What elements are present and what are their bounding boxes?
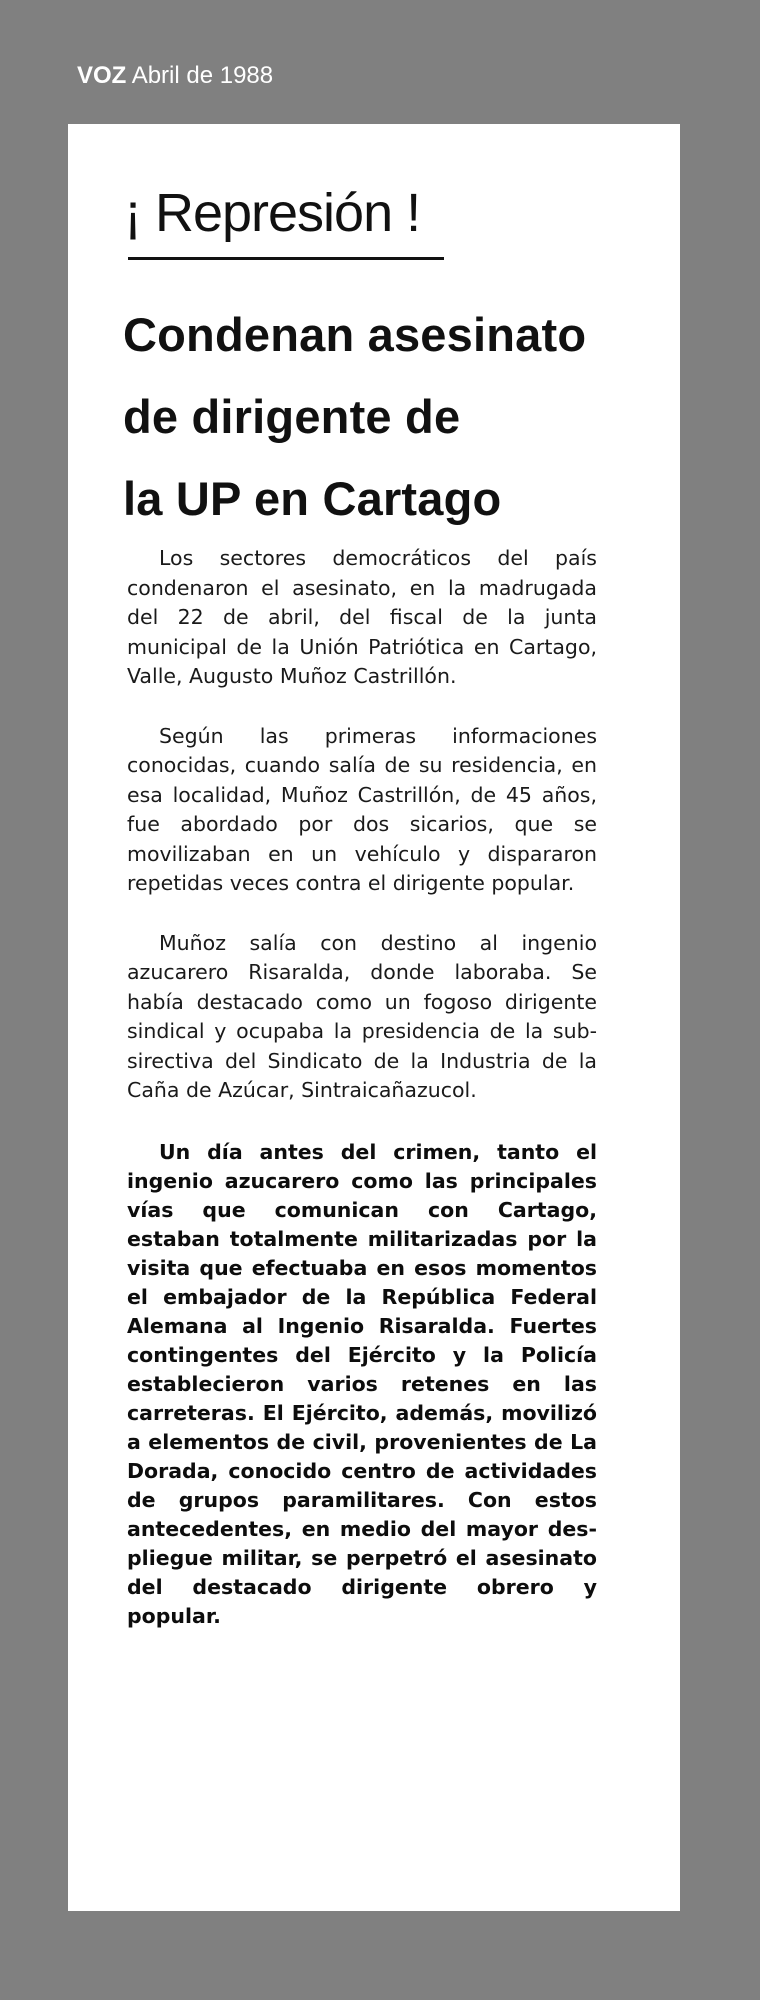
kicker-underline [128,257,444,260]
source-line [77,62,273,90]
headline-line: la UP en Cartago [123,472,502,525]
article-paragraph: Los sectores democráticos del país condenaron el asesinato, en la madrugada del 22 de abril, del fiscal de la junta municipal de la Unión Patriótica en Cartago, Valle, Augusto Muñoz Castrillón. [127,546,597,688]
headline-line: Condenan asesinato [123,308,587,361]
publication-name: VOZ [77,62,127,89]
article-body [127,544,597,1661]
article-paragraph: Muñoz salía con destino al ingenio azucarero Risaralda, donde laboraba. Se había destacado como un fogoso dirigente sindical y ocupaba la presidencia de la subsirectiva del Sindicato de la Industria de la Caña de Azúcar, Sintraicañazucol. [127,930,597,1102]
article-kicker: ¡ Represión ! [124,183,421,243]
headline-line: de dirigente de [123,390,461,443]
newspaper-clipping [68,124,680,1911]
publication-date: Abril de 1988 [131,62,274,89]
article-paragraph: Según las primeras informaciones conocidas, cuando salía de su residencia, en esa localidad, Muñoz Castrillón, de 45 años, fue abordado por dos sicarios, que se movilizaban en un vehículo y dispararon repetidas veces contra el dirigente popular. [127,723,597,895]
article-headline [123,294,663,540]
article-paragraph: Un día antes del crimen, tanto el ingenio azucarero como las principales vías que comunican con Cartago, estaban totalmente militarizadas por la visita que efectuaba en esos momentos el embajador de la República Federal Alemana al Ingenio Risaralda. Fuertes contingentes del Ejército y la Policía establecieron varios retenes en las carreteras. El Ejército, además, movilizó a elementos de civil, provenientes de La Dorada, conocido centro de actividades de grupos paramilitares. Con estos antecedentes, en medio del mayor despliegue militar, se perpetró el asesinato del destacado dirigente obrero y popular. [127,1139,597,1628]
